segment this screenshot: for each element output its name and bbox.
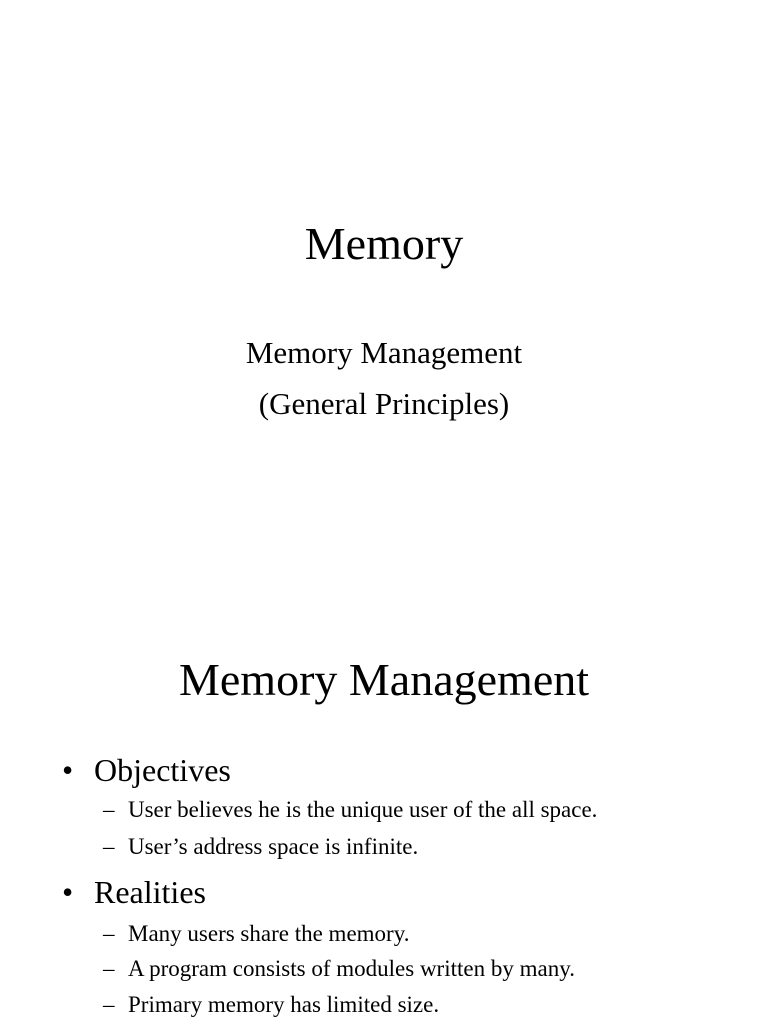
sub-bullet-item (103, 919, 409, 949)
slide-title: Memory Management (178, 654, 590, 705)
bullet-text: Objectives (94, 752, 231, 788)
dash-marker: – (103, 992, 115, 1017)
dash-marker: – (103, 834, 115, 859)
dash-marker: – (103, 921, 115, 946)
bullet-marker: • (62, 752, 74, 788)
sub-bullet-item (103, 832, 418, 862)
slide-subtitle-line-2: (General Principles) (258, 386, 510, 421)
sub-bullet-item (103, 990, 439, 1020)
sub-bullet-item (103, 795, 597, 825)
slide-title: Memory (304, 218, 464, 269)
bullet-item-objectives (62, 750, 231, 790)
slide-subtitle-line-1: Memory Management (245, 335, 523, 370)
content-slide (0, 620, 768, 1024)
sub-bullet-text: User’s address space is infinite. (128, 834, 419, 859)
sub-bullet-text: User believes he is the unique user of the all space. (128, 797, 598, 822)
bullet-marker: • (62, 874, 74, 910)
sub-bullet-text: A program consists of modules written by many. (128, 956, 575, 981)
dash-marker: – (103, 956, 115, 981)
bullet-item-realities (62, 872, 206, 912)
sub-bullet-text: Primary memory has limited size. (128, 992, 440, 1017)
sub-bullet-item (103, 954, 575, 984)
sub-bullet-text: Many users share the memory. (128, 921, 410, 946)
bullet-text: Realities (94, 874, 206, 910)
dash-marker: – (103, 797, 115, 822)
